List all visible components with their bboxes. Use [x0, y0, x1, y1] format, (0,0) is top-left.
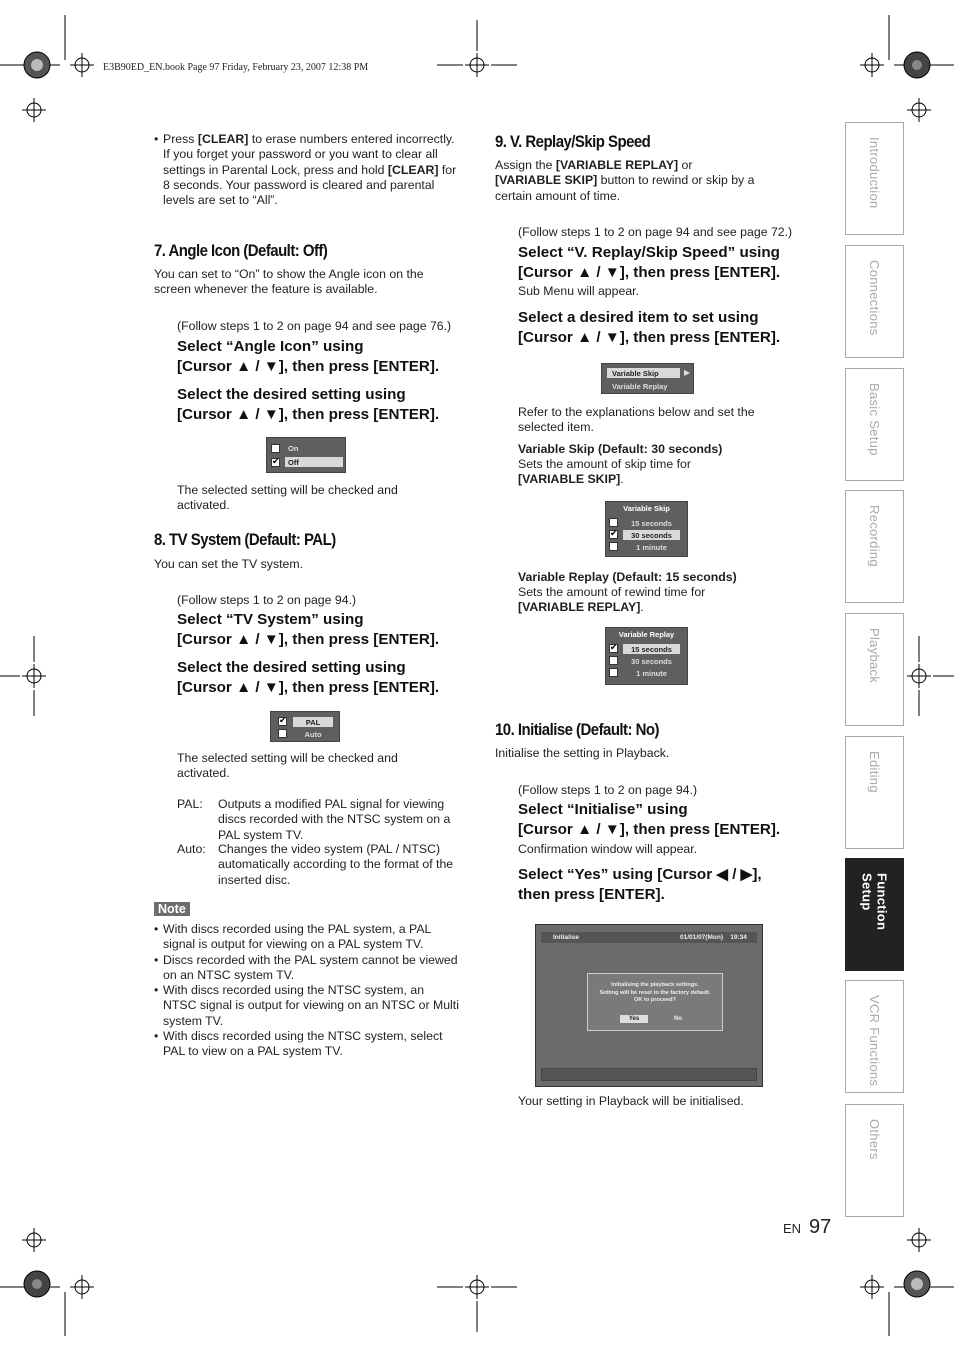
angle-icon-osd [266, 437, 346, 473]
tab-basic-setup[interactable]: Basic Setup [845, 368, 904, 481]
auto-definition: Changes the video system (PAL / NTSC) automatically according to the format of the inserted disc. [218, 842, 454, 887]
print-header: E3B90ED_EN.book Page 97 Friday, February 23, 2007 12:38 PM [103, 62, 369, 73]
variable-replay-title: Variable Replay (Default: 15 seconds) [518, 570, 737, 584]
clear-tip-bullet: • Press [CLEAR] to erase numbers entered incorrectly. If you forget your password or you want to clear all settings in Parental Lock, press and hold [CLEAR] for 8 seconds. Your password is cleared and parental levels are set to “All”. [154, 132, 459, 208]
section-10-desc: Initialise the setting in Playback. [495, 746, 670, 760]
variable-replay-desc: Sets the amount of rewind time for [518, 585, 706, 599]
section-10-step1: Select “Initialise” using [Cursor ▲ / ▼], then press [ENTER]. [518, 801, 781, 838]
option-15-seconds: 15 seconds [631, 518, 672, 528]
section-10-follow: (Follow steps 1 to 2 on page 94.) [518, 783, 698, 797]
section-10-result: Your setting in Playback will be initialised. [518, 1094, 744, 1108]
option-30-seconds: 30 seconds [623, 530, 680, 540]
initialise-screen [535, 924, 763, 1087]
section-7-step1: Select “Angle Icon” using [Cursor ▲ / ▼], then press [ENTER]. [177, 338, 440, 375]
section-9-follow: (Follow steps 1 to 2 on page 94 and see page 72.) [518, 225, 793, 239]
section-9-step2: Select a desired item to set using [Cursor ▲ / ▼], then press [ENTER]. [518, 309, 781, 346]
section-8-desc: You can set the TV system. [154, 557, 304, 571]
menu-variable-skip: Variable Skip [607, 368, 680, 378]
option-off: Off [285, 457, 343, 467]
footer-language: EN [783, 1221, 802, 1236]
section-10-confirm-note: Confirmation window will appear. [518, 842, 698, 856]
tab-introduction[interactable]: Introduction [845, 122, 904, 235]
tab-playback[interactable]: Playback [845, 613, 904, 726]
tab-connections[interactable]: Connections [845, 245, 904, 358]
pal-definition: Outputs a modified PAL signal for viewing discs recorded with the NTSC system on a PAL system TV. [218, 797, 451, 842]
checkbox [609, 668, 618, 677]
variable-skip-osd-title: Variable Skip [623, 504, 670, 513]
tv-system-osd [270, 711, 340, 742]
option-on: On [288, 443, 299, 453]
section-7-step2: Select the desired setting using [Cursor ▲ / ▼], then press [ENTER]. [177, 386, 440, 423]
tab-vcr-functions[interactable]: VCR Functions [845, 980, 904, 1093]
menu-variable-replay: Variable Replay [612, 381, 668, 391]
variable-skip-desc: Sets the amount of skip time for [518, 457, 691, 471]
pal-term: PAL: [177, 797, 203, 811]
tab-function-setup[interactable]: Function Setup [845, 858, 904, 971]
section-8-step1: Select “TV System” using [Cursor ▲ / ▼], then press [ENTER]. [177, 611, 440, 648]
checkbox-pal-checked [278, 717, 287, 726]
section-8-step2: Select the desired setting using [Cursor ▲ / ▼], then press [ENTER]. [177, 659, 440, 696]
variable-replay-key: [VARIABLE REPLAY]. [518, 600, 644, 614]
option-pal: PAL [293, 717, 333, 727]
section-10-step2: Select “Yes” using [Cursor ◀ / ▶], then press [ENTER]. [518, 866, 762, 903]
variable-replay-osd [605, 627, 688, 685]
section-9-step1: Select “V. Replay/Skip Speed” using [Cursor ▲ / ▼], then press [ENTER]. [518, 244, 781, 281]
note-item: • With discs recorded using the NTSC system, an NTSC signal is output for viewing on an NTSC or Multi system TV. [154, 983, 459, 1029]
tab-editing[interactable]: Editing [845, 736, 904, 849]
section-8-result: The selected setting will be checked and activated. [177, 751, 398, 781]
section-7-follow: (Follow steps 1 to 2 on page 94 and see page 76.) [177, 319, 452, 333]
auto-term: Auto: [177, 842, 206, 856]
checkbox-auto [278, 729, 287, 738]
checkbox [609, 518, 618, 527]
confirm-dialog [587, 973, 723, 1031]
section-7-desc: You can set to “On” to show the Angle icon on the screen whenever the feature is available. [154, 267, 424, 297]
note-item: • With discs recorded using the NTSC system, select PAL to view on a PAL system TV. [154, 1029, 459, 1060]
section-9-desc: Assign the [VARIABLE REPLAY] or [VARIABLE SKIP] button to rewind or skip by a certain amount of time. [495, 158, 755, 203]
dialog-yes-button[interactable]: Yes [620, 1015, 648, 1023]
section-9-refer: Refer to the explanations below and set the selected item. [518, 405, 755, 435]
note-item: • Discs recorded with the PAL system cannot be viewed on an NTSC system TV. [154, 953, 459, 984]
section-7-result: The selected setting will be checked and activated. [177, 483, 398, 513]
variable-skip-title: Variable Skip (Default: 30 seconds) [518, 442, 723, 456]
variable-skip-key: [VARIABLE SKIP]. [518, 472, 624, 486]
dialog-no-button[interactable]: No [674, 1016, 682, 1022]
arrow-right-icon: ▶ [684, 368, 691, 377]
notes-list [154, 922, 459, 1060]
section-8-title: 8. TV System (Default: PAL) [154, 530, 336, 549]
section-9-title: 9. V. Replay/Skip Speed [495, 132, 651, 151]
note-badge: Note [154, 902, 190, 916]
note-item: • With discs recorded using the PAL system, a PAL signal is output for viewing on a PAL system TV. [154, 922, 459, 953]
checkbox-checked [609, 530, 618, 539]
screen-date: 01/01/07(Mon) 19:34 [680, 934, 747, 941]
option-15-seconds: 15 seconds [623, 644, 680, 654]
option-1-minute: 1 minute [636, 542, 667, 552]
replay-skip-submenu [601, 363, 694, 394]
option-30-seconds: 30 seconds [631, 656, 672, 666]
section-9-submenu-note: Sub Menu will appear. [518, 284, 639, 298]
option-auto: Auto [304, 729, 322, 739]
option-1-minute: 1 minute [636, 668, 667, 678]
dialog-message: Initialising the playback settings. Setting will be reset to the factory default. OK to proceed? [599, 982, 711, 1003]
section-10-title: 10. Initialise (Default: No) [495, 720, 659, 739]
checkbox-checked [609, 644, 618, 653]
variable-skip-osd [605, 501, 688, 557]
screen-bottom-bar [541, 1068, 757, 1081]
section-7-title: 7. Angle Icon (Default: Off) [154, 241, 328, 260]
checkbox-off-checked [271, 458, 280, 467]
page-number: 97 [809, 1216, 832, 1238]
checkbox-on [271, 444, 280, 453]
section-8-follow: (Follow steps 1 to 2 on page 94.) [177, 593, 357, 607]
tab-recording[interactable]: Recording [845, 490, 904, 603]
checkbox [609, 656, 618, 665]
tab-others[interactable]: Others [845, 1104, 904, 1217]
checkbox [609, 542, 618, 551]
variable-replay-osd-title: Variable Replay [618, 630, 675, 639]
screen-title: Initialise [553, 934, 580, 941]
